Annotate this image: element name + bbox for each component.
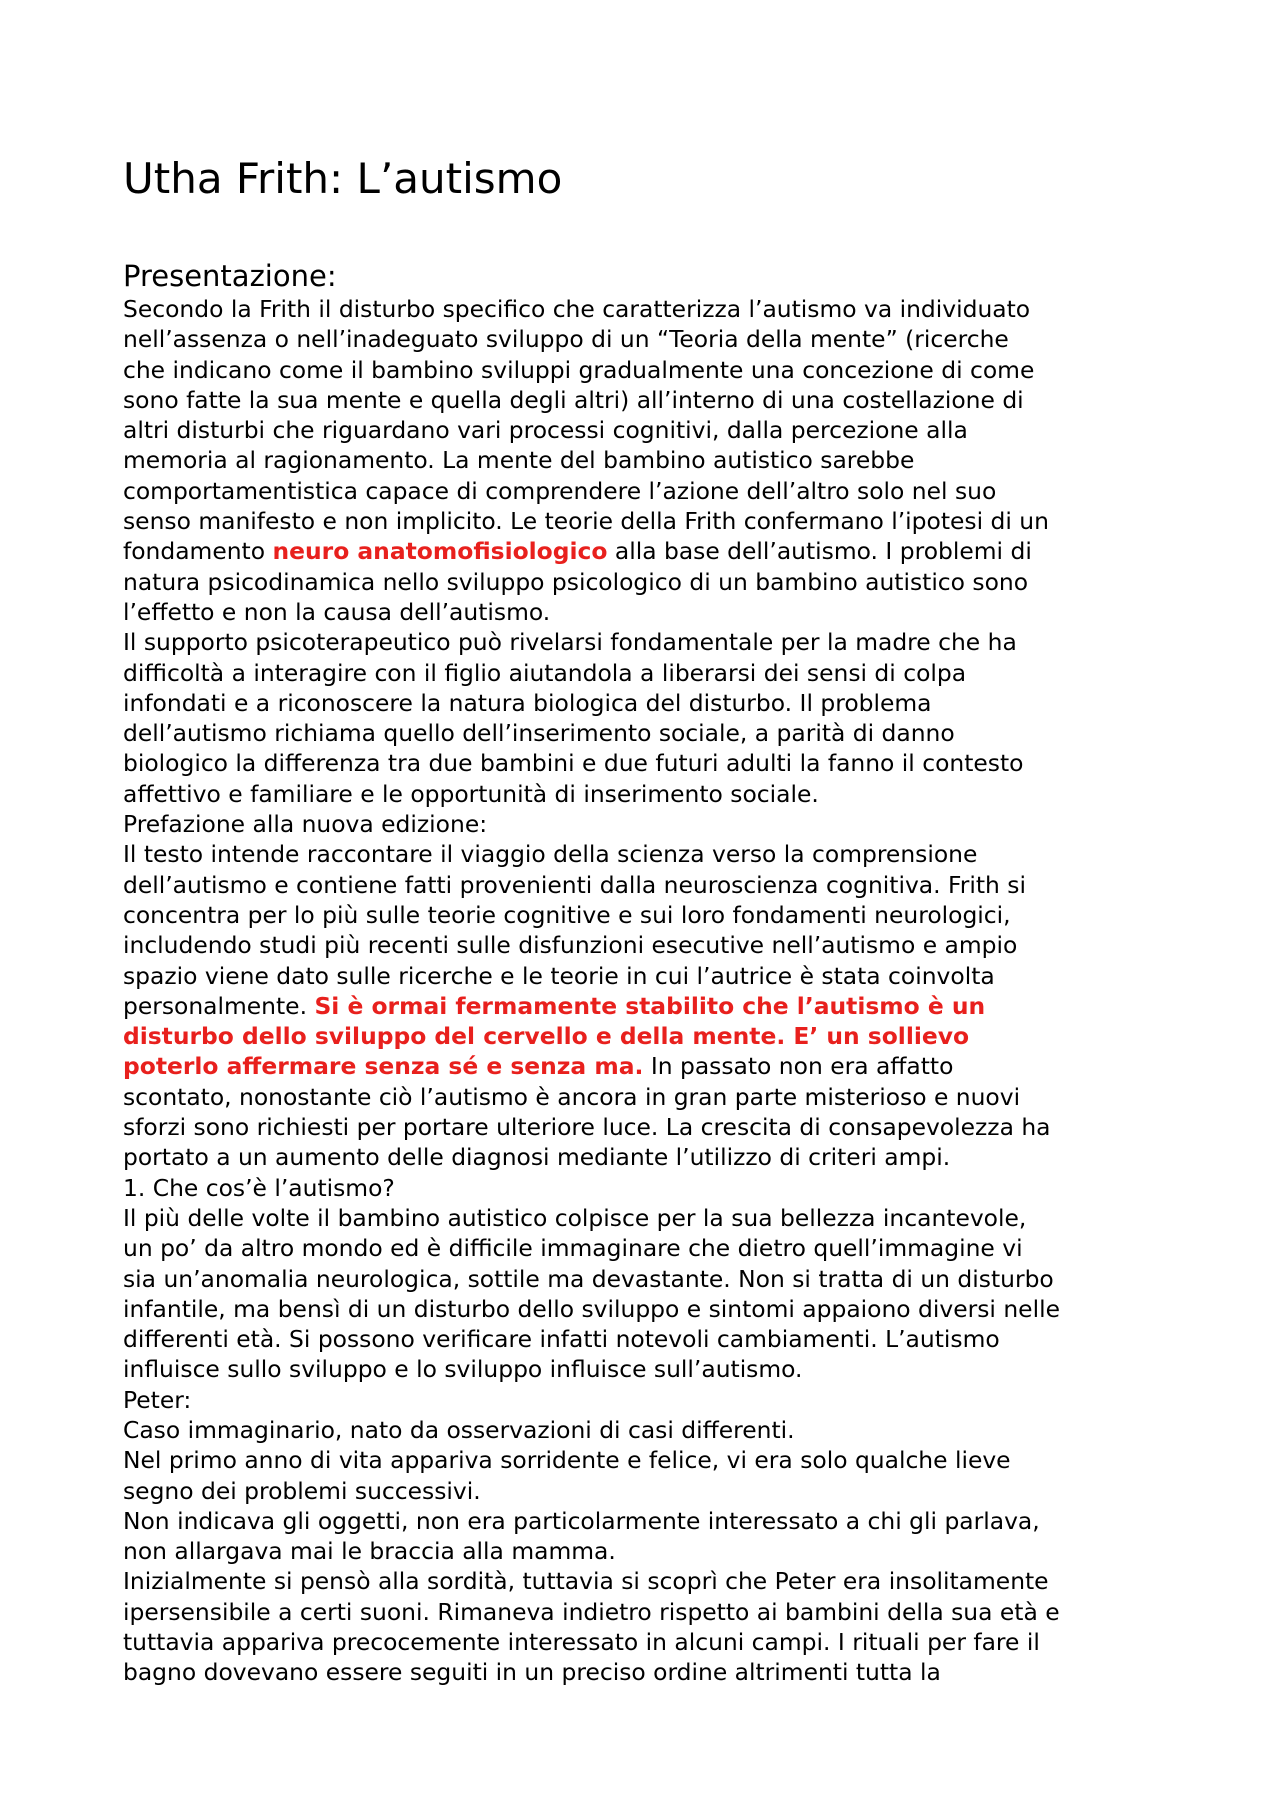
text-segment: ipersensibile a certi suoni. Rimaneva indietro rispetto ai bambini della sua età e	[123, 1597, 1060, 1626]
text-segment: biologico la differenza tra due bambini e due futuri adulti la fanno il contesto	[123, 749, 1024, 778]
text-line	[123, 1112, 1183, 1142]
section-heading: Presentazione:	[123, 259, 337, 293]
text-segment: bagno dovevano essere seguiti in un preciso ordine altrimenti tutta la	[123, 1658, 941, 1687]
text-segment: dell’autismo richiama quello dell’inserimento sociale, a parità di danno	[123, 719, 955, 748]
text-segment: Il supporto psicoterapeutico può rivelarsi fondamentale per la madre che ha	[123, 628, 1017, 657]
text-line	[123, 385, 1183, 415]
highlighted-text: poterlo affermare senza sé e senza ma.	[123, 1052, 644, 1081]
highlighted-text: Si è ormai fermamente stabilito che l’autismo è un	[314, 991, 986, 1020]
text-segment: 1. Che cos’è l’autismo?	[123, 1173, 395, 1202]
text-line	[123, 779, 1183, 809]
text-segment: scontato, nonostante ciò l’autismo è ancora in gran parte misterioso e nuovi	[123, 1082, 1021, 1111]
text-segment: Caso immaginario, nato da osservazioni di casi differenti.	[123, 1415, 795, 1444]
text-line	[123, 1203, 1183, 1233]
document-body	[123, 294, 1183, 1688]
text-line	[123, 1536, 1183, 1566]
text-line	[123, 536, 1183, 566]
text-segment: Non indicava gli oggetti, non era particolarmente interessato a chi gli parlava,	[123, 1506, 1040, 1535]
text-line	[123, 476, 1183, 506]
text-line	[123, 415, 1183, 445]
text-line	[123, 627, 1183, 657]
text-line	[123, 1082, 1183, 1112]
text-line	[123, 718, 1183, 748]
text-segment: altri disturbi che riguardano vari processi cognitivi, dalla percezione alla	[123, 416, 968, 445]
text-line	[123, 961, 1183, 991]
text-line	[123, 991, 1183, 1021]
text-line	[123, 1142, 1183, 1172]
text-line	[123, 506, 1183, 536]
text-segment: natura psicodinamica nello sviluppo psicologico di un bambino autistico sono	[123, 567, 1029, 596]
text-segment: comportamentistica capace di comprendere l’azione dell’altro solo nel suo	[123, 476, 997, 505]
text-segment: un po’ da altro mondo ed è difficile immaginare che dietro quell’immagine vi	[123, 1234, 1023, 1263]
text-segment: portato a un aumento delle diagnosi mediante l’utilizzo di criteri ampi.	[123, 1143, 951, 1172]
text-segment: personalmente.	[123, 991, 315, 1020]
text-segment: concentra per lo più sulle teorie cognitive e sui loro fondamenti neurologici,	[123, 900, 1011, 929]
text-line	[123, 930, 1183, 960]
text-segment: senso manifesto e non implicito. Le teorie della Frith confermano l’ipotesi di un	[123, 507, 1049, 536]
text-segment: non allargava mai le braccia alla mamma.	[123, 1537, 616, 1566]
text-line	[123, 870, 1183, 900]
text-line	[123, 748, 1183, 778]
text-line	[123, 1294, 1183, 1324]
text-segment: sia un’anomalia neurologica, sottile ma devastante. Non si tratta di un disturbo	[123, 1264, 1054, 1293]
text-line	[123, 294, 1183, 324]
text-line	[123, 688, 1183, 718]
text-segment: difficoltà a interagire con il figlio aiutandola a liberarsi dei sensi di colpa	[123, 658, 967, 687]
text-line	[123, 1324, 1183, 1354]
text-segment: Peter:	[123, 1385, 192, 1414]
text-line	[123, 658, 1183, 688]
text-line	[123, 355, 1183, 385]
document-title: Utha Frith: L’autismo	[123, 154, 563, 203]
text-line	[123, 1597, 1183, 1627]
text-segment: affettivo e familiare e le opportunità di inserimento sociale.	[123, 779, 819, 808]
text-segment: fondamento	[123, 537, 273, 566]
text-line	[123, 900, 1183, 930]
text-segment: In passato non era affatto	[643, 1052, 954, 1081]
text-segment: nell’assenza o nell’inadeguato sviluppo di un “Teoria della mente” (ricerche	[123, 325, 1009, 354]
text-segment: memoria al ragionamento. La mente del bambino autistico sarebbe	[123, 446, 915, 475]
text-line	[123, 1476, 1183, 1506]
text-line	[123, 1021, 1183, 1051]
text-line	[123, 567, 1183, 597]
text-segment: includendo studi più recenti sulle disfunzioni esecutive nell’autismo e ampio	[123, 931, 1018, 960]
text-line	[123, 1566, 1183, 1596]
text-segment: influisce sullo sviluppo e lo sviluppo influisce sull’autismo.	[123, 1355, 803, 1384]
text-line	[123, 1445, 1183, 1475]
text-segment: Inizialmente si pensò alla sordità, tuttavia si scoprì che Peter era insolitamente	[123, 1567, 1049, 1596]
text-line	[123, 1233, 1183, 1263]
text-segment: infondati e a riconoscere la natura biologica del disturbo. Il problema	[123, 688, 932, 717]
text-line	[123, 1354, 1183, 1384]
text-segment: tuttavia appariva precocemente interessato in alcuni campi. I rituali per fare il	[123, 1628, 1040, 1657]
highlighted-text: disturbo dello sviluppo del cervello e della mente. E’ un sollievo	[123, 1022, 970, 1051]
text-segment: l’effetto e non la causa dell’autismo.	[123, 597, 551, 626]
document-page	[123, 150, 1183, 1688]
text-line	[123, 1264, 1183, 1294]
text-segment: differenti età. Si possono verificare infatti notevoli cambiamenti. L’autismo	[123, 1325, 1000, 1354]
text-segment: alla base dell’autismo. I problemi di	[607, 537, 1032, 566]
text-segment: segno dei problemi successivi.	[123, 1476, 481, 1505]
text-segment: Il più delle volte il bambino autistico colpisce per la sua bellezza incantevole,	[123, 1203, 1027, 1232]
text-line	[123, 1415, 1183, 1445]
highlighted-text: neuro anatomofisiologico	[272, 537, 608, 566]
text-line	[123, 809, 1183, 839]
text-segment: dell’autismo e contiene fatti provenienti dalla neuroscienza cognitiva. Frith si	[123, 870, 1026, 899]
text-segment: infantile, ma bensì di un disturbo dello sviluppo e sintomi appaiono diversi nelle	[123, 1294, 1060, 1323]
text-segment: Secondo la Frith il disturbo specifico che caratterizza l’autismo va individuato	[123, 295, 1031, 323]
text-segment: sforzi sono richiesti per portare ulteriore luce. La crescita di consapevolezza ha	[123, 1113, 1051, 1142]
text-line	[123, 1385, 1183, 1415]
text-line	[123, 839, 1183, 869]
text-line	[123, 1506, 1183, 1536]
text-line	[123, 1173, 1183, 1203]
text-line	[123, 445, 1183, 475]
text-line	[123, 1627, 1183, 1657]
text-segment: sono fatte la sua mente e quella degli altri) all’interno di una costellazione di	[123, 385, 1024, 414]
text-line	[123, 1051, 1183, 1081]
text-line	[123, 1657, 1183, 1687]
text-segment: Nel primo anno di vita appariva sorridente e felice, vi era solo qualche lieve	[123, 1446, 1011, 1475]
text-segment: spazio viene dato sulle ricerche e le teorie in cui l’autrice è stata coinvolta	[123, 961, 995, 990]
text-segment: Prefazione alla nuova edizione:	[123, 810, 488, 839]
text-segment: che indicano come il bambino sviluppi gradualmente una concezione di come	[123, 355, 1035, 384]
text-segment: Il testo intende raccontare il viaggio della scienza verso la comprensione	[123, 840, 978, 869]
text-line	[123, 597, 1183, 627]
text-line	[123, 324, 1183, 354]
